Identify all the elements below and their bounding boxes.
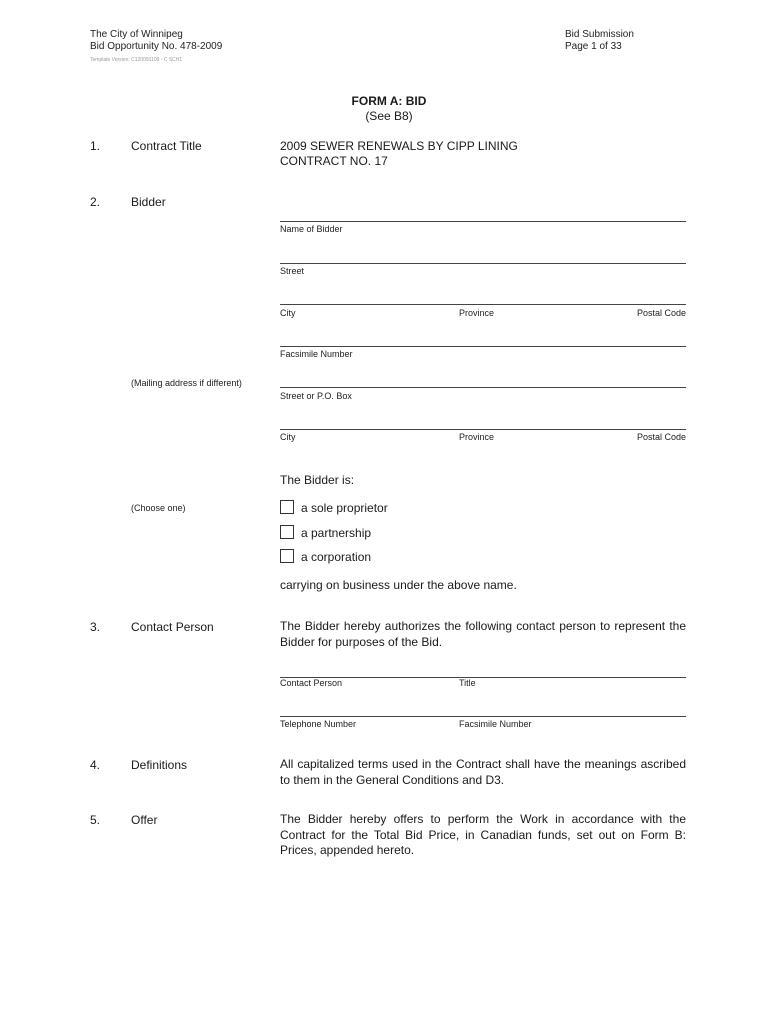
definitions-paragraph: All capitalized terms used in the Contract shall have the meanings ascribed to them in the General Conditions and D3. [280,757,686,787]
corporation-checkbox[interactable] [280,549,294,563]
contact-person-paragraph: The Bidder hereby authorizes the following contact person to represent the Bidder for purposes of the Bid. [280,619,686,649]
partnership-checkbox[interactable] [280,525,294,539]
section-4-number: 4. [90,758,101,772]
section-3-label: Contact Person [131,620,214,634]
street-caption: Street [280,266,305,276]
corporation-label: a corporation [301,550,372,564]
section-2-number: 2. [90,195,101,209]
section-1-number: 1. [90,139,101,153]
offer-paragraph: The Bidder hereby offers to perform the Work in accordance with the Contract for the Total Bid Price, in Canadian funds, set out on Form B: Prices, appended hereto. [280,812,686,857]
header-bid-submission: Bid Submission [565,29,634,40]
header-template-note: Template Version: C120091109 - C SCH1 [90,57,183,63]
city-province-postal-field[interactable] [280,304,686,305]
mailing-city-province-postal-field[interactable] [280,429,686,430]
mailing-province-caption: Province [459,432,495,442]
mailing-address-label: (Mailing address if different) [131,378,242,388]
contact-facsimile-caption: Facsimile Number [459,719,532,729]
choose-one-label: (Choose one) [131,503,186,513]
province-caption: Province [459,308,495,318]
bidder-is-text: The Bidder is: [280,473,355,487]
contract-title-line2: CONTRACT NO. 17 [280,154,388,168]
title-caption: Title [459,678,476,688]
contact-person-caption: Contact Person [280,678,343,688]
facsimile-caption: Facsimile Number [280,349,353,359]
street-field[interactable] [280,263,686,264]
sole-proprietor-label: a sole proprietor [301,501,388,515]
mailing-street-caption: Street or P.O. Box [280,391,352,401]
section-5-number: 5. [90,813,101,827]
section-4-label: Definitions [131,758,188,772]
name-of-bidder-caption: Name of Bidder [280,224,343,234]
form-subtitle: (See B8) [365,109,413,123]
form-title: FORM A: BID [351,94,427,108]
mailing-city-caption: City [280,432,296,442]
contract-title-line1: 2009 SEWER RENEWALS BY CIPP LINING [280,139,518,153]
header-bid-opportunity: Bid Opportunity No. 478-2009 [90,41,223,52]
city-caption: City [280,308,296,318]
telephone-number-caption: Telephone Number [280,719,357,729]
header-page-number: Page 1 of 33 [565,41,622,52]
mailing-postal-code-caption: Postal Code [636,432,686,442]
partnership-label: a partnership [301,526,372,540]
header-city: The City of Winnipeg [90,29,183,40]
section-2-label: Bidder [131,195,166,209]
section-3-number: 3. [90,620,101,634]
facsimile-field[interactable] [280,346,686,347]
sole-proprietor-checkbox[interactable] [280,500,294,514]
mailing-street-field[interactable] [280,387,686,388]
carrying-on-business-text: carrying on business under the above name. [280,578,517,592]
postal-code-caption: Postal Code [636,308,686,318]
section-5-label: Offer [131,813,158,827]
telephone-facsimile-field[interactable] [280,716,686,717]
section-1-label: Contract Title [131,139,202,153]
name-of-bidder-field[interactable] [280,221,686,222]
